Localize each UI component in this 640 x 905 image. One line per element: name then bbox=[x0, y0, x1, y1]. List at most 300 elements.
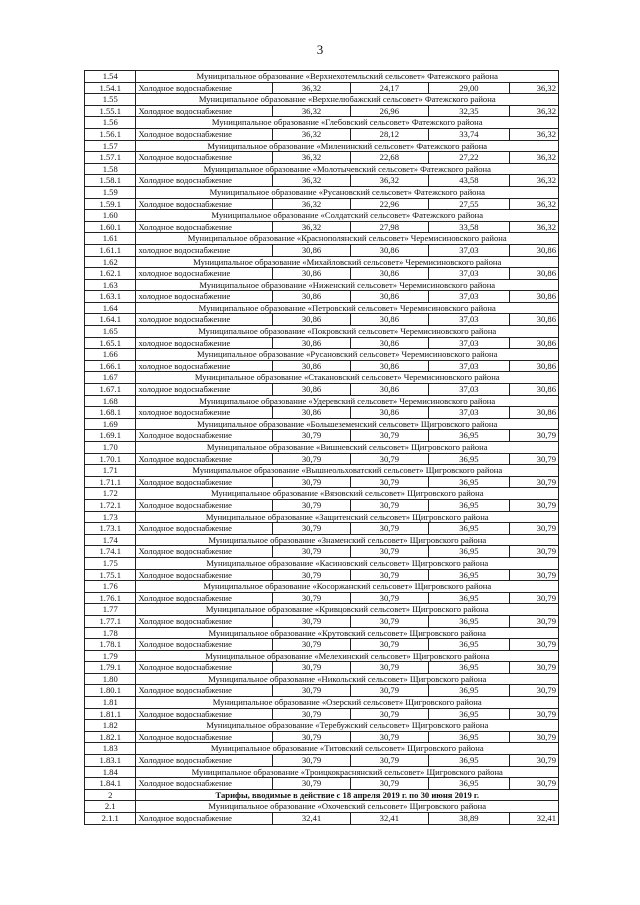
tariff-value-3: 36,95 bbox=[429, 523, 510, 535]
tariff-value-3: 36,95 bbox=[429, 569, 510, 581]
row-number: 1.59 bbox=[85, 186, 136, 198]
municipality-row bbox=[85, 697, 559, 709]
tariff-value-4: 30,79 bbox=[509, 615, 558, 627]
tariff-value-2: 24,17 bbox=[350, 82, 428, 94]
tariff-value-3: 36,95 bbox=[429, 592, 510, 604]
municipality-title: Муниципальное образование «Вишневский сельсовет» Щигровского района bbox=[136, 442, 559, 454]
service-name: Холодное водоснабжение bbox=[136, 476, 273, 488]
tariff-value-1: 30,86 bbox=[273, 244, 350, 256]
service-name: Холодное водоснабжение bbox=[136, 198, 273, 210]
row-number: 1.62.1 bbox=[85, 268, 136, 280]
service-name: Холодное водоснабжение bbox=[136, 592, 273, 604]
tariff-value-1: 30,79 bbox=[273, 430, 350, 442]
tariff-value-3: 33,74 bbox=[429, 128, 510, 140]
tariff-value-4: 36,32 bbox=[509, 198, 558, 210]
tariff-value-2: 27,98 bbox=[350, 221, 428, 233]
tariff-row bbox=[85, 384, 559, 396]
tariff-row bbox=[85, 128, 559, 140]
row-number: 1.72.1 bbox=[85, 499, 136, 511]
tariff-value-1: 30,79 bbox=[273, 569, 350, 581]
tariff-value-1: 36,32 bbox=[273, 175, 350, 187]
tariff-value-1: 36,32 bbox=[273, 221, 350, 233]
municipality-title: Муниципальное образование «Мелехинский сельсовет» Щигровского района bbox=[136, 650, 559, 662]
municipality-row bbox=[85, 801, 559, 813]
tariff-value-2: 28,12 bbox=[350, 128, 428, 140]
municipality-title: Муниципальное образование «Русановский сельсовет» Фатежского района bbox=[136, 186, 559, 198]
row-number: 1.78.1 bbox=[85, 639, 136, 651]
tariff-row bbox=[85, 708, 559, 720]
tariff-value-4: 30,79 bbox=[509, 755, 558, 767]
row-number: 1.56 bbox=[85, 117, 136, 129]
tariff-value-4: 30,86 bbox=[509, 384, 558, 396]
municipality-title: Муниципальное образование «Защитенский сельсовет» Щигровского района bbox=[136, 511, 559, 523]
municipality-row bbox=[85, 256, 559, 268]
tariff-value-1: 36,32 bbox=[273, 128, 350, 140]
row-number: 1.58.1 bbox=[85, 175, 136, 187]
municipality-title: Муниципальное образование «Покровский сельсовет» Черемисиновского района bbox=[136, 326, 559, 338]
tariff-value-1: 30,79 bbox=[273, 708, 350, 720]
row-number: 1.71 bbox=[85, 465, 136, 477]
municipality-row bbox=[85, 302, 559, 314]
tariff-value-4: 30,86 bbox=[509, 314, 558, 326]
municipality-row bbox=[85, 372, 559, 384]
row-number: 1.70 bbox=[85, 442, 136, 454]
row-number: 1.84 bbox=[85, 766, 136, 778]
tariff-value-3: 37,03 bbox=[429, 244, 510, 256]
municipality-row bbox=[85, 349, 559, 361]
tariff-value-3: 36,95 bbox=[429, 430, 510, 442]
service-name: холодное водоснабжение bbox=[136, 314, 273, 326]
tariff-row bbox=[85, 105, 559, 117]
municipality-row bbox=[85, 627, 559, 639]
row-number: 1.64.1 bbox=[85, 314, 136, 326]
municipality-title: Муниципальное образование «Озерский сельсовет» Щигровского района bbox=[136, 697, 559, 709]
row-number: 1.79 bbox=[85, 650, 136, 662]
row-number: 1.64 bbox=[85, 302, 136, 314]
tariff-row bbox=[85, 778, 559, 790]
tariff-row bbox=[85, 755, 559, 767]
row-number: 1.74 bbox=[85, 534, 136, 546]
row-number: 1.55 bbox=[85, 94, 136, 106]
row-number: 1.69.1 bbox=[85, 430, 136, 442]
tariff-value-2: 30,79 bbox=[350, 731, 428, 743]
municipality-row bbox=[85, 557, 559, 569]
service-name: холодное водоснабжение bbox=[136, 337, 273, 349]
municipality-title: Муниципальное образование «Теребужский сельсовет» Щигровского района bbox=[136, 720, 559, 732]
municipality-row bbox=[85, 720, 559, 732]
tariff-row bbox=[85, 291, 559, 303]
tariff-value-1: 30,79 bbox=[273, 523, 350, 535]
row-number: 1.58 bbox=[85, 163, 136, 175]
tariff-row bbox=[85, 546, 559, 558]
row-number: 1.57.1 bbox=[85, 152, 136, 164]
row-number: 1.77.1 bbox=[85, 615, 136, 627]
tariff-value-1: 30,79 bbox=[273, 778, 350, 790]
tariff-value-2: 30,79 bbox=[350, 662, 428, 674]
tariff-value-4: 30,79 bbox=[509, 499, 558, 511]
municipality-title: Муниципальное образование «Стакановский сельсовет» Черемисиновского района bbox=[136, 372, 559, 384]
tariff-value-2: 30,86 bbox=[350, 337, 428, 349]
service-name: холодное водоснабжение bbox=[136, 360, 273, 372]
tariff-value-3: 36,95 bbox=[429, 778, 510, 790]
municipality-row bbox=[85, 117, 559, 129]
municipality-title: Муниципальное образование «Солдатский сельсовет» Фатежского района bbox=[136, 210, 559, 222]
tariff-value-2: 30,79 bbox=[350, 755, 428, 767]
row-number: 1.68.1 bbox=[85, 407, 136, 419]
municipality-row bbox=[85, 488, 559, 500]
tariff-value-1: 36,32 bbox=[273, 105, 350, 117]
row-number: 1.76.1 bbox=[85, 592, 136, 604]
row-number: 1.57 bbox=[85, 140, 136, 152]
tariff-value-3: 43,58 bbox=[429, 175, 510, 187]
row-number: 2.1.1 bbox=[85, 813, 136, 825]
tariff-row bbox=[85, 82, 559, 94]
municipality-row bbox=[85, 233, 559, 245]
row-number: 1.83 bbox=[85, 743, 136, 755]
tariff-value-4: 30,79 bbox=[509, 476, 558, 488]
municipality-title: Муниципальное образование «Косоржанский сельсовет» Щигровского района bbox=[136, 581, 559, 593]
tariff-row bbox=[85, 662, 559, 674]
row-number: 1.62 bbox=[85, 256, 136, 268]
row-number: 1.56.1 bbox=[85, 128, 136, 140]
municipality-row bbox=[85, 418, 559, 430]
tariff-value-1: 36,32 bbox=[273, 152, 350, 164]
service-name: Холодное водоснабжение bbox=[136, 708, 273, 720]
service-name: холодное водоснабжение bbox=[136, 384, 273, 396]
tariff-value-1: 30,86 bbox=[273, 314, 350, 326]
row-number: 1.60.1 bbox=[85, 221, 136, 233]
tariff-value-2: 30,79 bbox=[350, 430, 428, 442]
tariff-value-3: 37,03 bbox=[429, 360, 510, 372]
service-name: холодное водоснабжение bbox=[136, 244, 273, 256]
tariff-value-1: 30,79 bbox=[273, 592, 350, 604]
service-name: Холодное водоснабжение bbox=[136, 523, 273, 535]
service-name: Холодное водоснабжение bbox=[136, 813, 273, 825]
row-number: 1.65.1 bbox=[85, 337, 136, 349]
service-name: Холодное водоснабжение bbox=[136, 221, 273, 233]
tariff-row bbox=[85, 314, 559, 326]
row-number: 1.83.1 bbox=[85, 755, 136, 767]
row-number: 1.55.1 bbox=[85, 105, 136, 117]
municipality-title: Муниципальное образование «Петровский сельсовет» Черемисиновского района bbox=[136, 302, 559, 314]
tariff-value-4: 30,79 bbox=[509, 731, 558, 743]
service-name: Холодное водоснабжение bbox=[136, 175, 273, 187]
tariff-value-2: 30,79 bbox=[350, 685, 428, 697]
row-number: 1.81 bbox=[85, 697, 136, 709]
municipality-title: Муниципальное образование «Верхнехотемльский сельсовет» Фатежского района bbox=[136, 71, 559, 83]
municipality-title: Муниципальное образование «Касиновский сельсовет» Щигровского района bbox=[136, 557, 559, 569]
municipality-title: Муниципальное образование «Титовский сельсовет» Щигровского района bbox=[136, 743, 559, 755]
row-number: 1.73.1 bbox=[85, 523, 136, 535]
municipality-row bbox=[85, 465, 559, 477]
service-name: Холодное водоснабжение bbox=[136, 105, 273, 117]
row-number: 1.67.1 bbox=[85, 384, 136, 396]
tariff-value-4: 30,79 bbox=[509, 453, 558, 465]
tariff-value-1: 30,86 bbox=[273, 384, 350, 396]
tariff-value-2: 30,86 bbox=[350, 384, 428, 396]
tariff-value-4: 36,32 bbox=[509, 105, 558, 117]
row-number: 1.70.1 bbox=[85, 453, 136, 465]
tariff-value-4: 30,86 bbox=[509, 407, 558, 419]
row-number: 1.81.1 bbox=[85, 708, 136, 720]
tariff-value-3: 36,95 bbox=[429, 708, 510, 720]
tariff-value-3: 36,95 bbox=[429, 662, 510, 674]
municipality-title: Муниципальное образование «Краснополянский сельсовет» Черемисиновского района bbox=[136, 233, 559, 245]
service-name: Холодное водоснабжение bbox=[136, 662, 273, 674]
tariff-value-2: 30,79 bbox=[350, 453, 428, 465]
row-number: 1.75.1 bbox=[85, 569, 136, 581]
tariff-row bbox=[85, 407, 559, 419]
tariff-value-3: 36,95 bbox=[429, 546, 510, 558]
tariff-value-2: 30,79 bbox=[350, 778, 428, 790]
municipality-row bbox=[85, 395, 559, 407]
tariff-value-2: 22,96 bbox=[350, 198, 428, 210]
service-name: холодное водоснабжение bbox=[136, 268, 273, 280]
tariff-value-1: 30,79 bbox=[273, 755, 350, 767]
tariff-value-2: 30,86 bbox=[350, 244, 428, 256]
tariff-value-1: 30,86 bbox=[273, 407, 350, 419]
tariff-value-3: 32,35 bbox=[429, 105, 510, 117]
row-number: 1.59.1 bbox=[85, 198, 136, 210]
tariff-row bbox=[85, 592, 559, 604]
tariff-value-3: 36,95 bbox=[429, 476, 510, 488]
row-number: 1.69 bbox=[85, 418, 136, 430]
municipality-title: Муниципальное образование «Знаменский сельсовет» Щигровского района bbox=[136, 534, 559, 546]
row-number: 1.72 bbox=[85, 488, 136, 500]
municipality-row bbox=[85, 94, 559, 106]
municipality-title: Муниципальное образование «Охочевский сельсовет» Щигровского района bbox=[136, 801, 559, 813]
row-number: 1.65 bbox=[85, 326, 136, 338]
tariff-value-3: 36,95 bbox=[429, 639, 510, 651]
tariff-row bbox=[85, 268, 559, 280]
tariff-value-2: 22,68 bbox=[350, 152, 428, 164]
row-number: 1.61.1 bbox=[85, 244, 136, 256]
service-name: Холодное водоснабжение bbox=[136, 546, 273, 558]
row-number: 1.68 bbox=[85, 395, 136, 407]
tariff-value-4: 36,32 bbox=[509, 221, 558, 233]
row-number: 1.54 bbox=[85, 71, 136, 83]
service-name: холодное водоснабжение bbox=[136, 407, 273, 419]
service-name: Холодное водоснабжение bbox=[136, 685, 273, 697]
tariff-value-2: 30,86 bbox=[350, 314, 428, 326]
tariff-value-4: 30,86 bbox=[509, 268, 558, 280]
service-name: Холодное водоснабжение bbox=[136, 639, 273, 651]
tariff-row bbox=[85, 731, 559, 743]
tariff-value-3: 29,00 bbox=[429, 82, 510, 94]
row-number: 1.80.1 bbox=[85, 685, 136, 697]
service-name: Холодное водоснабжение bbox=[136, 778, 273, 790]
row-number: 1.66 bbox=[85, 349, 136, 361]
row-number: 1.75 bbox=[85, 557, 136, 569]
tariff-value-1: 30,86 bbox=[273, 268, 350, 280]
tariff-value-4: 36,32 bbox=[509, 175, 558, 187]
tariff-table bbox=[84, 70, 559, 825]
row-number: 1.66.1 bbox=[85, 360, 136, 372]
service-name: Холодное водоснабжение bbox=[136, 731, 273, 743]
row-number: 2 bbox=[85, 789, 136, 801]
table-body bbox=[85, 71, 559, 825]
tariff-value-4: 36,32 bbox=[509, 152, 558, 164]
tariff-value-1: 30,79 bbox=[273, 615, 350, 627]
tariff-value-4: 32,41 bbox=[509, 813, 558, 825]
municipality-row bbox=[85, 279, 559, 291]
tariff-row bbox=[85, 244, 559, 256]
tariff-value-3: 33,58 bbox=[429, 221, 510, 233]
tariff-row bbox=[85, 476, 559, 488]
tariff-row bbox=[85, 569, 559, 581]
tariff-value-1: 30,79 bbox=[273, 685, 350, 697]
tariff-value-1: 30,79 bbox=[273, 499, 350, 511]
municipality-title: Муниципальное образование «Крутовский сельсовет» Щигровского района bbox=[136, 627, 559, 639]
tariff-value-4: 30,79 bbox=[509, 546, 558, 558]
tariff-row bbox=[85, 337, 559, 349]
row-number: 2.1 bbox=[85, 801, 136, 813]
tariff-row bbox=[85, 813, 559, 825]
tariff-value-1: 30,79 bbox=[273, 639, 350, 651]
tariff-value-4: 30,79 bbox=[509, 569, 558, 581]
tariff-value-2: 30,79 bbox=[350, 592, 428, 604]
row-number: 1.84.1 bbox=[85, 778, 136, 790]
tariff-value-3: 38,89 bbox=[429, 813, 510, 825]
tariff-row bbox=[85, 152, 559, 164]
service-name: Холодное водоснабжение bbox=[136, 430, 273, 442]
municipality-row bbox=[85, 743, 559, 755]
municipality-row bbox=[85, 71, 559, 83]
row-number: 1.60 bbox=[85, 210, 136, 222]
tariff-value-3: 37,03 bbox=[429, 407, 510, 419]
municipality-row bbox=[85, 650, 559, 662]
tariff-value-4: 30,79 bbox=[509, 592, 558, 604]
section-title: Тарифы, вводимые в действие с 18 апреля 2019 г. по 30 июня 2019 г. bbox=[136, 789, 559, 801]
row-number: 1.77 bbox=[85, 604, 136, 616]
tariff-value-2: 30,79 bbox=[350, 569, 428, 581]
municipality-row bbox=[85, 186, 559, 198]
tariff-value-1: 30,79 bbox=[273, 731, 350, 743]
row-number: 1.73 bbox=[85, 511, 136, 523]
municipality-row bbox=[85, 442, 559, 454]
service-name: Холодное водоснабжение bbox=[136, 499, 273, 511]
municipality-row bbox=[85, 210, 559, 222]
municipality-title: Муниципальное образование «Вязовский сельсовет» Щигровского района bbox=[136, 488, 559, 500]
tariff-value-3: 36,95 bbox=[429, 499, 510, 511]
tariff-value-4: 36,32 bbox=[509, 82, 558, 94]
tariff-value-4: 30,79 bbox=[509, 662, 558, 674]
row-number: 1.54.1 bbox=[85, 82, 136, 94]
tariff-row bbox=[85, 685, 559, 697]
tariff-value-2: 30,79 bbox=[350, 476, 428, 488]
municipality-title: Муниципальное образование «Никольский сельсовет» Щигровского района bbox=[136, 673, 559, 685]
row-number: 1.67 bbox=[85, 372, 136, 384]
row-number: 1.78 bbox=[85, 627, 136, 639]
tariff-value-2: 30,79 bbox=[350, 499, 428, 511]
municipality-row bbox=[85, 511, 559, 523]
service-name: Холодное водоснабжение bbox=[136, 128, 273, 140]
tariff-value-2: 30,86 bbox=[350, 360, 428, 372]
tariff-value-1: 30,86 bbox=[273, 291, 350, 303]
municipality-row bbox=[85, 604, 559, 616]
row-number: 1.63.1 bbox=[85, 291, 136, 303]
row-number: 1.82 bbox=[85, 720, 136, 732]
tariff-row bbox=[85, 198, 559, 210]
service-name: Холодное водоснабжение bbox=[136, 569, 273, 581]
municipality-title: Муниципальное образование «Большеземенский сельсовет» Щигровского района bbox=[136, 418, 559, 430]
tariff-value-2: 30,79 bbox=[350, 708, 428, 720]
tariff-value-1: 30,86 bbox=[273, 337, 350, 349]
tariff-value-3: 36,95 bbox=[429, 755, 510, 767]
tariff-value-1: 30,86 bbox=[273, 360, 350, 372]
municipality-row bbox=[85, 163, 559, 175]
municipality-row bbox=[85, 673, 559, 685]
row-number: 1.82.1 bbox=[85, 731, 136, 743]
service-name: Холодное водоснабжение bbox=[136, 755, 273, 767]
tariff-value-3: 37,03 bbox=[429, 384, 510, 396]
tariff-row bbox=[85, 221, 559, 233]
municipality-title: Муниципальное образование «Удеревский сельсовет» Черемисиновского района bbox=[136, 395, 559, 407]
tariff-value-4: 30,79 bbox=[509, 639, 558, 651]
tariff-value-2: 30,86 bbox=[350, 268, 428, 280]
tariff-value-1: 30,79 bbox=[273, 546, 350, 558]
tariff-row bbox=[85, 615, 559, 627]
tariff-value-1: 32,41 bbox=[273, 813, 350, 825]
service-name: Холодное водоснабжение bbox=[136, 152, 273, 164]
municipality-title: Муниципальное образование «Михайловский сельсовет» Черемисиновского района bbox=[136, 256, 559, 268]
tariff-value-2: 30,79 bbox=[350, 639, 428, 651]
tariff-value-3: 37,03 bbox=[429, 268, 510, 280]
tariff-row bbox=[85, 175, 559, 187]
municipality-row bbox=[85, 581, 559, 593]
row-number: 1.74.1 bbox=[85, 546, 136, 558]
tariff-value-3: 27,22 bbox=[429, 152, 510, 164]
municipality-title: Муниципальное образование «Верхнелюбажский сельсовет» Фатежского района bbox=[136, 94, 559, 106]
service-name: Холодное водоснабжение bbox=[136, 615, 273, 627]
municipality-title: Муниципальное образование «Миленинский сельсовет» Фатежского района bbox=[136, 140, 559, 152]
municipality-row bbox=[85, 766, 559, 778]
tariff-value-4: 36,32 bbox=[509, 128, 558, 140]
row-number: 1.80 bbox=[85, 673, 136, 685]
service-name: Холодное водоснабжение bbox=[136, 82, 273, 94]
row-number: 1.61 bbox=[85, 233, 136, 245]
tariff-value-3: 36,95 bbox=[429, 615, 510, 627]
tariff-value-4: 30,86 bbox=[509, 360, 558, 372]
tariff-value-3: 27,55 bbox=[429, 198, 510, 210]
municipality-row bbox=[85, 534, 559, 546]
tariff-value-3: 37,03 bbox=[429, 337, 510, 349]
municipality-title: Муниципальное образование «Кривцовский сельсовет» Щигровского района bbox=[136, 604, 559, 616]
tariff-value-3: 36,95 bbox=[429, 453, 510, 465]
tariff-value-3: 36,95 bbox=[429, 731, 510, 743]
tariff-value-3: 37,03 bbox=[429, 291, 510, 303]
tariff-value-3: 37,03 bbox=[429, 314, 510, 326]
tariff-value-4: 30,86 bbox=[509, 244, 558, 256]
tariff-value-4: 30,79 bbox=[509, 430, 558, 442]
tariff-value-4: 30,79 bbox=[509, 778, 558, 790]
tariff-value-2: 30,86 bbox=[350, 407, 428, 419]
tariff-value-4: 30,79 bbox=[509, 708, 558, 720]
tariff-value-2: 30,86 bbox=[350, 291, 428, 303]
tariff-value-2: 30,79 bbox=[350, 523, 428, 535]
tariff-value-1: 30,79 bbox=[273, 453, 350, 465]
municipality-row bbox=[85, 326, 559, 338]
municipality-title: Муниципальное образование «Троицкокраснянский сельсовет» Щигровского района bbox=[136, 766, 559, 778]
tariff-row bbox=[85, 453, 559, 465]
row-number: 1.71.1 bbox=[85, 476, 136, 488]
tariff-row bbox=[85, 360, 559, 372]
tariff-value-1: 36,32 bbox=[273, 198, 350, 210]
tariff-value-2: 32,41 bbox=[350, 813, 428, 825]
tariff-value-2: 26,96 bbox=[350, 105, 428, 117]
tariff-value-3: 36,95 bbox=[429, 685, 510, 697]
tariff-value-1: 36,32 bbox=[273, 82, 350, 94]
